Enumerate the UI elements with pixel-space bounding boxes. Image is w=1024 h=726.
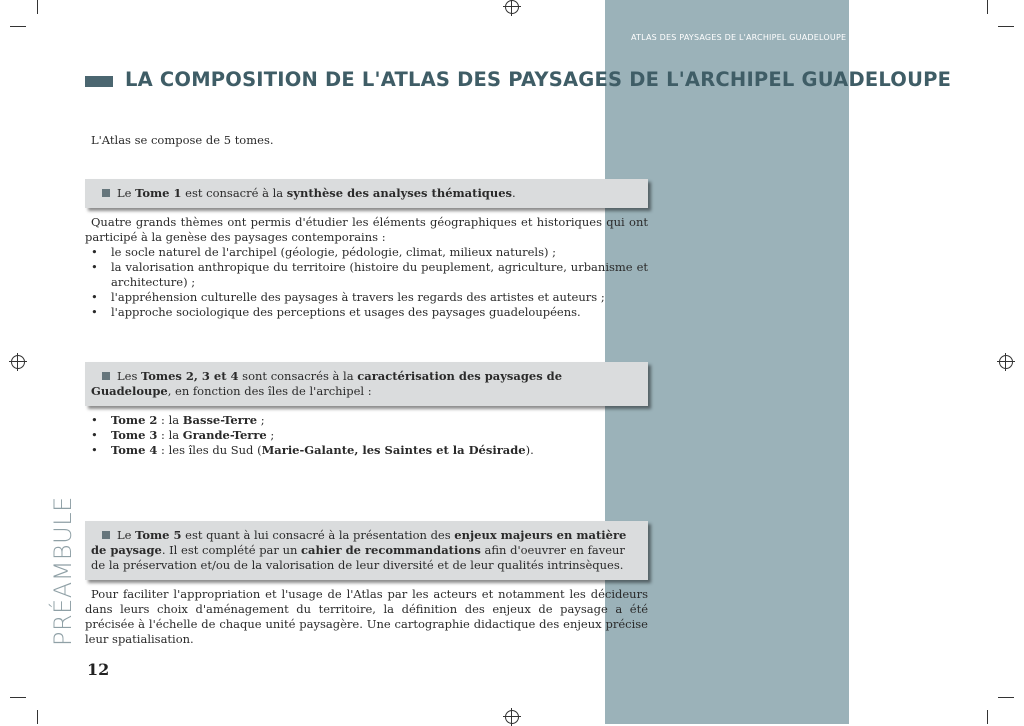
tome-text: ). [525,443,534,457]
tomes-list [85,413,648,458]
tome-text: : la [157,413,183,427]
themes-lead: Quatre grands thèmes ont permis d'étudier les éléments géographiques et historiques qui ont participé à la genèse des paysages contemporains : [85,215,648,244]
box-text: Le [117,186,136,200]
list-item: • l'approche sociologique des perceptions et usages des paysages guadeloupéens. [85,305,648,320]
tome5-box [85,521,648,580]
square-bullet-icon [102,189,110,197]
box-bold-text: Tomes 2, 3 et 4 [141,369,239,383]
box-text: afin d'oeuvrer en faveur de la préservation et/ou de la valorisation de leur diversité et de leur qualités intrinsèques. [91,543,625,572]
page-title: LA COMPOSITION DE L'ATLAS DES PAYSAGES DE L'ARCHIPEL GUADELOUPE [125,68,952,91]
box-text: . Il est complété par un [161,543,302,557]
tomes-2-3-4-box [85,362,648,406]
tome1-box [85,179,648,208]
box-bold-text: Tome 5 [135,528,182,542]
tome-name: Tome 2 [111,413,158,427]
list-item [85,443,648,458]
list-item: • la valorisation anthropique du territoire (histoire du peuplement, agriculture, urbanisme et architecture) ; [85,260,648,290]
crop-mark [987,710,988,724]
crop-mark [998,697,1014,698]
box-bold-text: synthèse des analyses thématiques [286,186,513,200]
box-bold-text: caractérisation des paysages de Guadeloupe [91,369,563,398]
tome-region: Grande-Terre [182,428,267,442]
box-bold-text: cahier de recommandations [301,543,481,557]
crop-mark [37,710,38,724]
tome-name: Tome 3 [111,428,158,442]
tome-text: ; [266,428,275,442]
themes-paragraph [85,215,648,320]
box-text: . [512,186,516,200]
list-item [85,428,648,443]
title-marker [85,76,113,87]
registration-mark-icon [11,355,25,369]
registration-mark-icon [505,710,519,724]
themes-list [85,245,648,320]
list-item: • l'appréhension culturelle des paysages à travers les regards des artistes et auteurs ; [85,290,648,305]
tomes-list-block [85,413,648,458]
tome-name: Tome 4 [111,443,158,457]
intro-text: L'Atlas se compose de 5 tomes. [91,133,274,147]
box-text: sont consacrés à la [238,369,358,383]
crop-mark [987,0,988,14]
closing-paragraph: Pour faciliter l'appropriation et l'usage de l'Atlas par les acteurs et notamment les décideurs dans leurs choix d'aménagement du territoire, la définition des enjeux de paysage a été précisée à l'échelle de chaque unité paysagère. Une cartographie didactique des enjeux précise leur spatialisation. [85,587,648,646]
registration-mark-icon [999,355,1013,369]
square-bullet-icon [102,372,110,380]
crop-mark [998,26,1014,27]
square-bullet-icon [102,531,110,539]
crop-mark [37,0,38,14]
box-text: , en fonction des îles de l'archipel : [167,384,372,398]
tome-text: : les îles du Sud ( [157,443,262,457]
section-label-vertical: PRÉAMBULE [49,496,77,646]
box-text: est quant à lui consacré à la présentation des [181,528,455,542]
tome-region: Marie-Galante, les Saintes et la Désirade [261,443,526,457]
tome-text: : la [157,428,183,442]
tome-text: ; [257,413,265,427]
box-text: est consacré à la [181,186,287,200]
registration-mark-icon [505,0,519,14]
list-item: • le socle naturel de l'archipel (géologie, pédologie, climat, milieux naturels) ; [85,245,648,260]
box-text: Les [117,369,141,383]
box-bold-text: enjeux majeurs en matière de paysage [91,528,627,557]
crop-mark [10,697,26,698]
box-text: Le [117,528,136,542]
page-number: 12 [87,660,110,679]
list-item [85,413,648,428]
running-header: ATLAS DES PAYSAGES DE L'ARCHIPEL GUADELOUPE [631,33,847,42]
tome-region: Basse-Terre [182,413,258,427]
box-bold-text: Tome 1 [135,186,182,200]
crop-mark [10,26,26,27]
